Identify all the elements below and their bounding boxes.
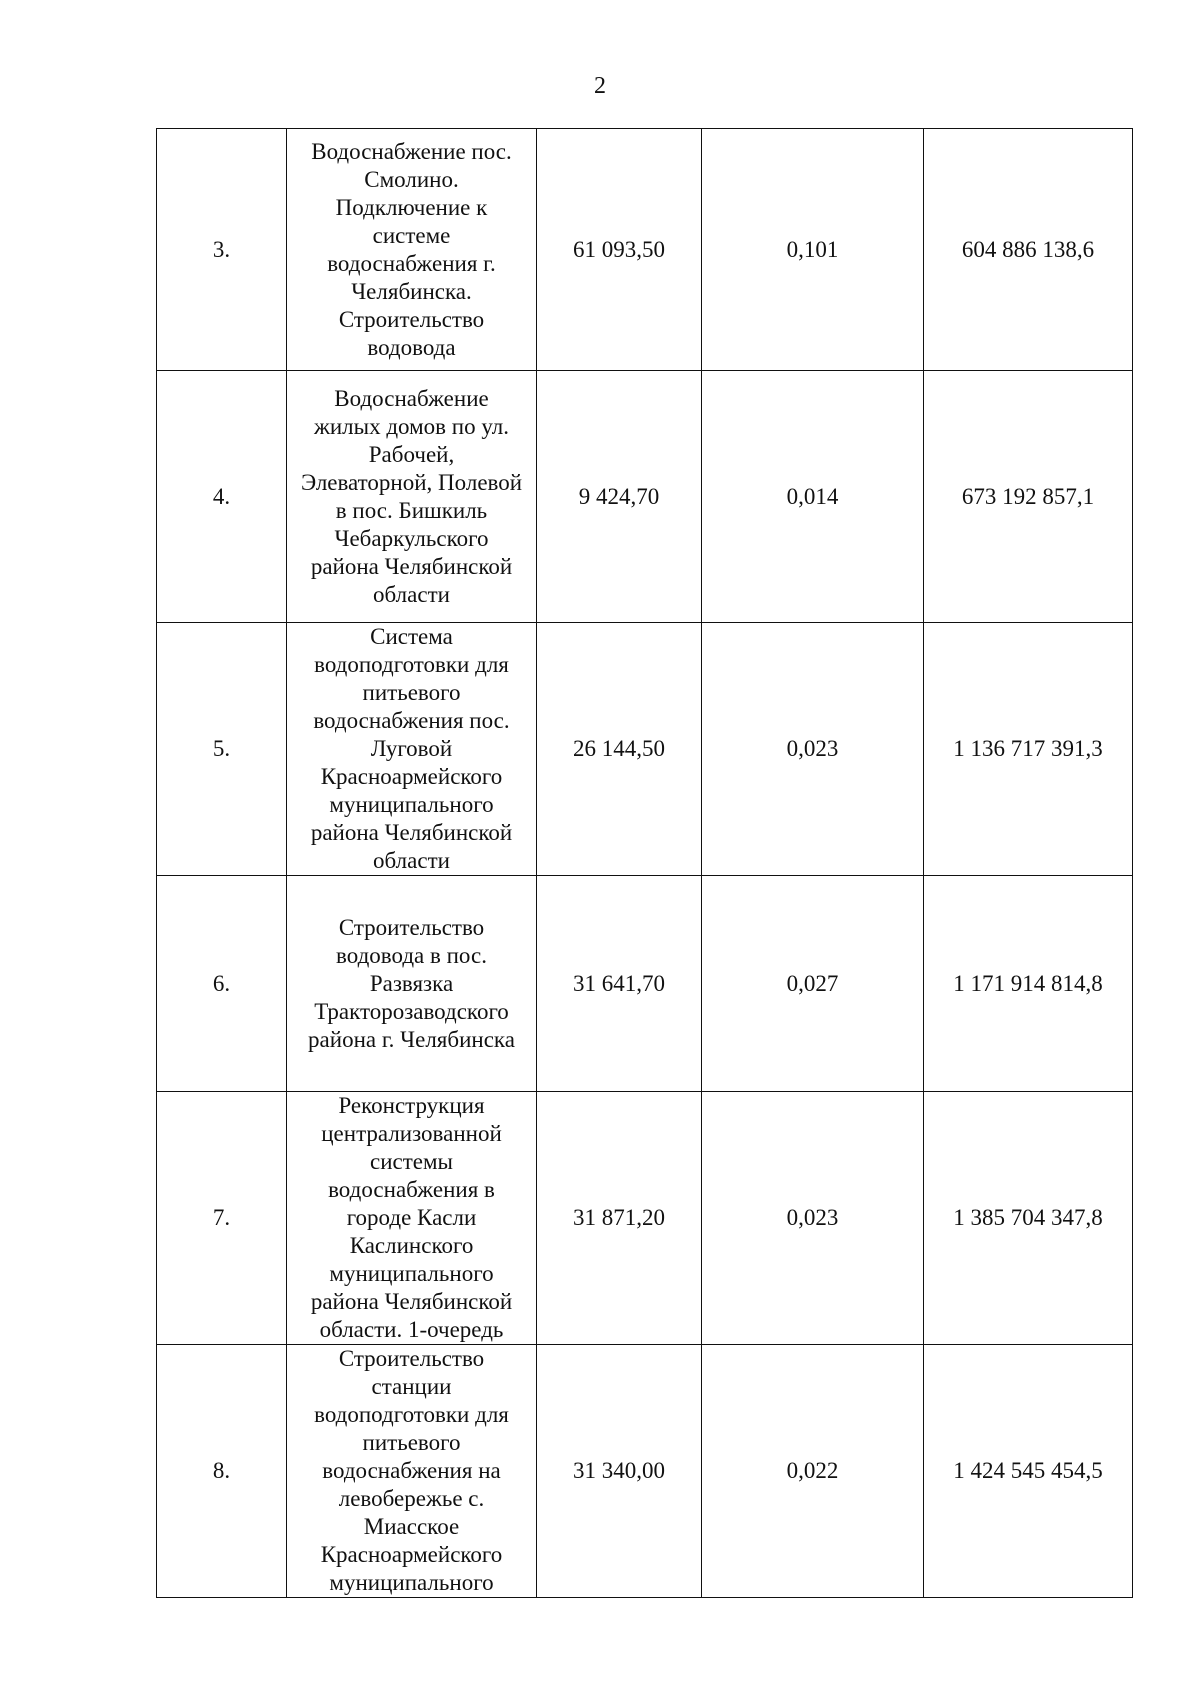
value-column-3: 1 171 914 814,8 — [924, 876, 1133, 1092]
value-column-1: 26 144,50 — [537, 623, 702, 876]
row-number: 3. — [157, 129, 287, 371]
value-column-1: 31 641,70 — [537, 876, 702, 1092]
row-number: 7. — [157, 1092, 287, 1345]
value-column-2: 0,023 — [702, 623, 924, 876]
description-text: Водоснабжение пос. Смолино. Подключение к системе водоснабжения г. Челябинска. Строительство водовода — [311, 138, 512, 360]
table-row — [157, 129, 1133, 371]
value-column-2: 0,023 — [702, 1092, 924, 1345]
project-description — [287, 371, 537, 623]
table-row — [157, 1092, 1133, 1345]
description-text: Строительство станции водоподготовки для питьевого водоснабжения на левобережье с. Миасское Красноармейского муниципального — [314, 1346, 509, 1595]
value-column-3: 1 385 704 347,8 — [924, 1092, 1133, 1345]
value-column-1: 9 424,70 — [537, 371, 702, 623]
value-column-2: 0,014 — [702, 371, 924, 623]
page-number: 2 — [594, 73, 606, 99]
value-column-1: 31 340,00 — [537, 1345, 702, 1598]
project-description — [287, 1092, 537, 1345]
value-column-2: 0,101 — [702, 129, 924, 371]
table-row — [157, 1345, 1133, 1598]
value-column-3: 1 136 717 391,3 — [924, 623, 1133, 876]
row-number: 6. — [157, 876, 287, 1092]
value-column-1: 61 093,50 — [537, 129, 702, 371]
row-number: 5. — [157, 623, 287, 876]
table-row — [157, 623, 1133, 876]
value-column-3: 604 886 138,6 — [924, 129, 1133, 371]
row-number: 8. — [157, 1345, 287, 1598]
project-description — [287, 1345, 537, 1598]
description-text: Система водоподготовки для питьевого водоснабжения пос. Луговой Красноармейского муниципального района Челябинской области — [310, 624, 513, 873]
value-column-1: 31 871,20 — [537, 1092, 702, 1345]
project-description — [287, 876, 537, 1092]
description-text: Строительство водовода в пос. Развязка Тракторозаводского района г. Челябинска — [308, 914, 515, 1052]
project-description — [287, 623, 537, 876]
description-text: Водоснабжение жилых домов по ул. Рабочей, Элеваторной, Полевой в пос. Бишкиль Чебаркульского района Челябинской области — [300, 385, 523, 607]
value-column-3: 1 424 545 454,5 — [924, 1345, 1133, 1598]
value-column-2: 0,027 — [702, 876, 924, 1092]
table-row — [157, 876, 1133, 1092]
table-row — [157, 371, 1133, 623]
value-column-2: 0,022 — [702, 1345, 924, 1598]
project-description — [287, 129, 537, 371]
row-number: 4. — [157, 371, 287, 623]
description-text: Реконструкция централизованной системы водоснабжения в городе Касли Каслинского муниципального района Челябинской области. 1-очередь — [310, 1093, 513, 1342]
projects-table — [156, 128, 1133, 1598]
value-column-3: 673 192 857,1 — [924, 371, 1133, 623]
